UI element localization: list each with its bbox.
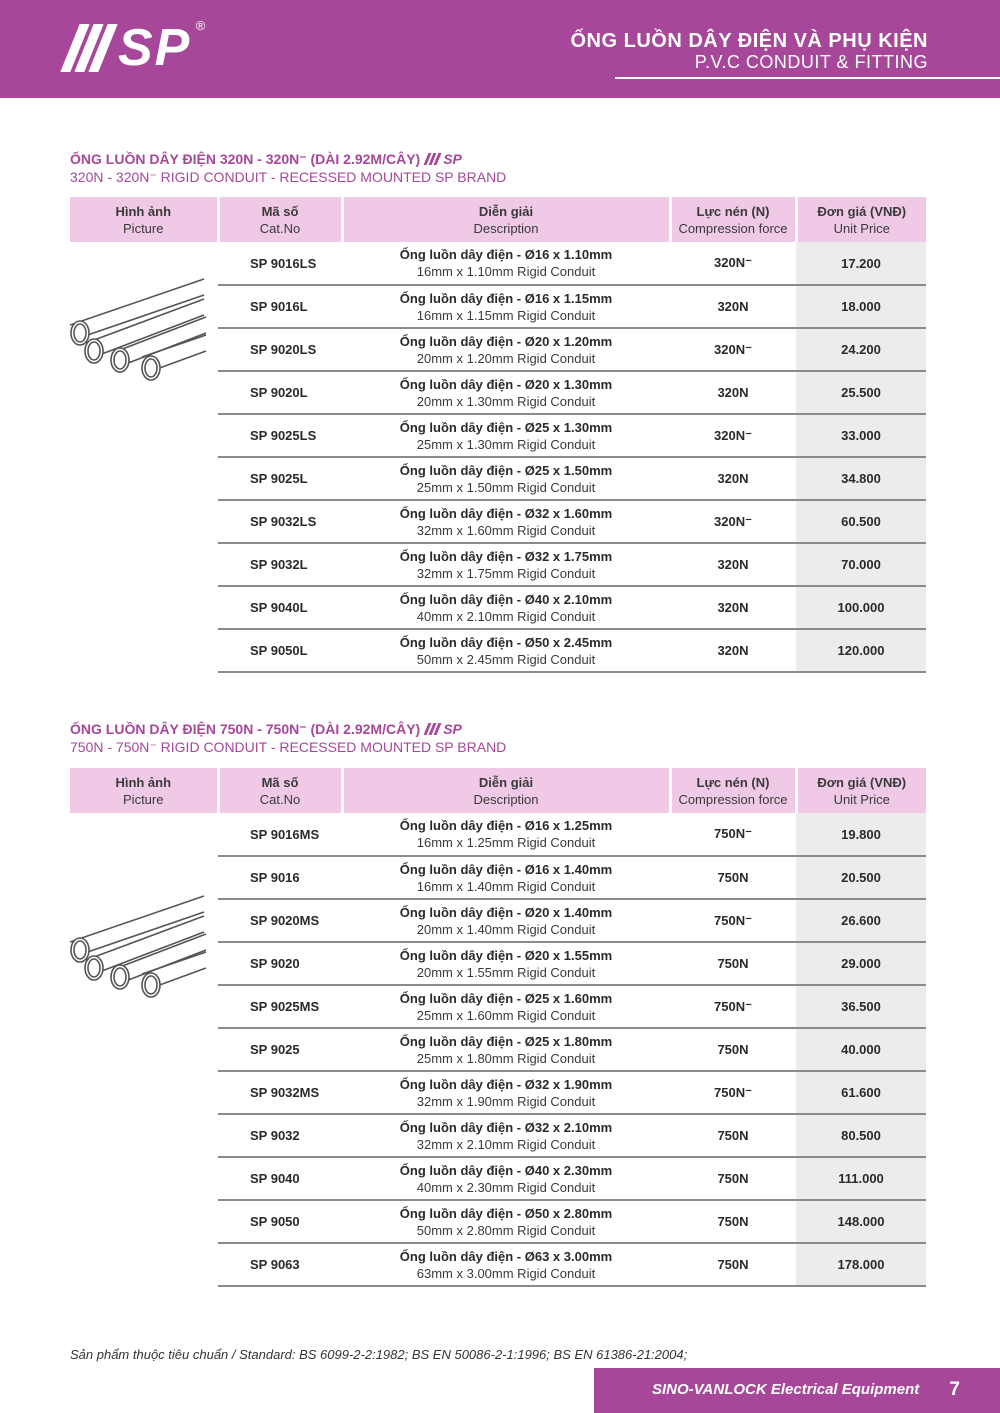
description-cell [342,1114,670,1157]
compression-force-cell: 320N [670,586,796,629]
cat-no-cell: SP 9050 [218,1200,342,1243]
compression-force-cell: 750N [670,1243,796,1286]
description-vn: Ống luồn dây điện - Ø40 x 2.10mm [399,591,613,607]
description-vn: Ống luồn dây điện - Ø20 x 1.20mm [399,333,613,349]
description-vn: Ống luồn dây điện - Ø20 x 1.55mm [399,947,613,963]
col-cat-no: Mã số Cat.No [218,197,342,242]
compression-force-cell: 320N⁻ [670,328,796,371]
col-description: Diễn giải Description [342,768,670,813]
cat-no-cell: SP 9016 [218,856,342,899]
description-cell [342,1200,670,1243]
col-unit-price: Đơn giá (VNĐ) Unit Price [796,768,926,813]
description-en: 50mm x 2.80mm Rigid Conduit [416,1222,596,1238]
description-en: 20mm x 1.40mm Rigid Conduit [416,921,596,937]
standard-note: Sản phẩm thuộc tiêu chuẩn / Standard: BS 6099-2-2:1982; BS EN 50086-2-1:1996; BS EN 61386-21:2004; [70,1347,688,1362]
registered-mark: ® [195,18,206,33]
description-en: 63mm x 3.00mm Rigid Conduit [416,1265,596,1281]
description-en: 25mm x 1.80mm Rigid Conduit [416,1050,596,1066]
cat-no-cell: SP 9050L [218,629,342,672]
description-cell [342,414,670,457]
unit-price-cell: 36.500 [796,985,926,1028]
compression-force-cell: 750N [670,1157,796,1200]
description-vn: Ống luồn dây điện - Ø63 x 3.00mm [399,1248,613,1264]
compression-force-cell: 750N⁻ [670,1071,796,1114]
product-table-320n [70,197,926,673]
description-vn: Ống luồn dây điện - Ø40 x 2.30mm [399,1162,613,1178]
section1-brand-text: SP [443,151,462,167]
description-en: 32mm x 1.90mm Rigid Conduit [416,1093,596,1109]
cat-no-cell: SP 9025LS [218,414,342,457]
description-cell [342,457,670,500]
description-vn: Ống luồn dây điện - Ø25 x 1.60mm [399,990,613,1006]
unit-price-cell: 70.000 [796,543,926,586]
description-vn: Ống luồn dây điện - Ø25 x 1.50mm [399,462,613,478]
description-vn: Ống luồn dây điện - Ø16 x 1.10mm [399,247,613,262]
compression-force-cell: 320N [670,285,796,328]
cat-no-cell: SP 9040L [218,586,342,629]
description-cell [342,328,670,371]
description-en: 16mm x 1.10mm Rigid Conduit [416,264,596,279]
conduit-pipes-image-2 [0,892,220,1012]
section2-title [70,720,506,756]
description-cell [342,942,670,985]
col-unit-price: Đơn giá (VNĐ) Unit Price [796,197,926,242]
cat-no-cell: SP 9020L [218,371,342,414]
unit-price-cell: 100.000 [796,586,926,629]
col-picture: Hình ảnh Picture [70,197,218,242]
description-en: 40mm x 2.30mm Rigid Conduit [416,1179,596,1195]
description-en: 20mm x 1.30mm Rigid Conduit [416,393,596,409]
description-en: 16mm x 1.15mm Rigid Conduit [416,307,596,323]
cat-no-cell: SP 9020 [218,942,342,985]
description-cell [342,813,670,856]
description-cell [342,629,670,672]
description-en: 25mm x 1.60mm Rigid Conduit [416,1007,596,1023]
description-en: 20mm x 1.20mm Rigid Conduit [416,350,596,366]
description-en: 25mm x 1.50mm Rigid Conduit [416,479,596,495]
section1-brand-logo [426,150,462,168]
unit-price-cell: 19.800 [796,813,926,856]
unit-price-cell: 148.000 [796,1200,926,1243]
cat-no-cell: SP 9025MS [218,985,342,1028]
compression-force-cell: 320N [670,371,796,414]
header-divider [615,77,1000,79]
description-en: 16mm x 1.40mm Rigid Conduit [416,878,596,894]
section1-title [70,150,506,186]
picture-cell [70,813,218,1286]
unit-price-cell: 25.500 [796,371,926,414]
description-en: 40mm x 2.10mm Rigid Conduit [416,608,596,624]
description-vn: Ống luồn dây điện - Ø20 x 1.30mm [399,376,613,392]
unit-price-cell: 24.200 [796,328,926,371]
description-cell [342,1028,670,1071]
description-cell [342,500,670,543]
unit-price-cell: 17.200 [796,242,926,285]
cat-no-cell: SP 9016MS [218,813,342,856]
description-vn: Ống luồn dây điện - Ø50 x 2.45mm [399,634,613,650]
cat-no-cell: SP 9032LS [218,500,342,543]
unit-price-cell: 120.000 [796,629,926,672]
description-en: 25mm x 1.30mm Rigid Conduit [416,436,596,452]
compression-force-cell: 750N [670,1114,796,1157]
description-cell [342,985,670,1028]
section2-brand-text: SP [443,721,462,737]
description-cell [342,586,670,629]
description-vn: Ống luồn dây điện - Ø25 x 1.30mm [399,419,613,435]
description-vn: Ống luồn dây điện - Ø25 x 1.80mm [399,1033,613,1049]
unit-price-cell: 26.600 [796,899,926,942]
cat-no-cell: SP 9040 [218,1157,342,1200]
col-compression-force: Lực nén (N) Compression force [670,197,796,242]
description-vn: Ống luồn dây điện - Ø32 x 1.60mm [399,505,613,521]
compression-force-cell: 750N [670,1028,796,1071]
cat-no-cell: SP 9032 [218,1114,342,1157]
compression-force-cell: 320N [670,457,796,500]
compression-force-cell: 320N⁻ [670,500,796,543]
description-vn: Ống luồn dây điện - Ø32 x 1.90mm [399,1076,613,1092]
table-header-row [70,197,926,242]
cat-no-cell: SP 9016L [218,285,342,328]
compression-force-cell: 750N⁻ [670,985,796,1028]
section2-title-vn: ỐNG LUỒN DÂY ĐIỆN 750N - 750N⁻ (DÀI 2.92M/CÂY) [70,721,421,737]
col-picture: Hình ảnh Picture [70,768,218,813]
description-vn: Ống luồn dây điện - Ø16 x 1.15mm [399,290,613,306]
description-cell [342,242,670,285]
cat-no-cell: SP 9025L [218,457,342,500]
cat-no-cell: SP 9032MS [218,1071,342,1114]
conduit-pipes-image-1 [0,275,220,395]
description-en: 32mm x 2.10mm Rigid Conduit [416,1136,596,1152]
logo-slashes [70,24,108,72]
description-vn: Ống luồn dây điện - Ø32 x 2.10mm [399,1119,613,1135]
compression-force-cell: 750N [670,1200,796,1243]
description-en: 20mm x 1.55mm Rigid Conduit [416,964,596,980]
description-vn: Ống luồn dây điện - Ø16 x 1.25mm [399,818,613,833]
unit-price-cell: 29.000 [796,942,926,985]
compression-force-cell: 750N⁻ [670,899,796,942]
description-vn: Ống luồn dây điện - Ø20 x 1.40mm [399,904,613,920]
col-cat-no: Mã số Cat.No [218,768,342,813]
description-en: 32mm x 1.75mm Rigid Conduit [416,565,596,581]
compression-force-cell: 320N [670,543,796,586]
unit-price-cell: 20.500 [796,856,926,899]
table-header-row [70,768,926,813]
description-en: 50mm x 2.45mm Rigid Conduit [416,651,596,667]
table-row [70,813,926,856]
unit-price-cell: 111.000 [796,1157,926,1200]
unit-price-cell: 33.000 [796,414,926,457]
description-cell [342,1071,670,1114]
logo-brand-text: SP [118,19,192,77]
header-title-vn: ỐNG LUỒN DÂY ĐIỆN VÀ PHỤ KIỆN [570,30,928,52]
description-cell [342,899,670,942]
unit-price-cell: 178.000 [796,1243,926,1286]
cat-no-cell: SP 9025 [218,1028,342,1071]
cat-no-cell: SP 9020MS [218,899,342,942]
description-vn: Ống luồn dây điện - Ø32 x 1.75mm [399,548,613,564]
section2-title-en: 750N - 750N⁻ RIGID CONDUIT - RECESSED MOUNTED SP BRAND [70,739,507,755]
header-titles [571,30,929,72]
cat-no-cell: SP 9016LS [218,242,342,285]
description-cell [342,1243,670,1286]
description-cell [342,285,670,328]
compression-force-cell: 750N [670,856,796,899]
col-description: Diễn giải Description [342,197,670,242]
page-header [0,0,1000,98]
description-vn: Ống luồn dây điện - Ø50 x 2.80mm [399,1205,613,1221]
description-cell [342,856,670,899]
section1-title-en: 320N - 320N⁻ RIGID CONDUIT - RECESSED MOUNTED SP BRAND [70,169,507,185]
header-title-en: P.V.C CONDUIT & FITTING [694,52,928,72]
description-vn: Ống luồn dây điện - Ø16 x 1.40mm [399,861,613,877]
footer-company: SINO-VANLOCK Electrical Equipment [652,1381,920,1398]
unit-price-cell: 18.000 [796,285,926,328]
section1-title-vn: ỐNG LUỒN DÂY ĐIỆN 320N - 320N⁻ (DÀI 2.92M/CÂY) [70,151,421,167]
page-number: 7 [949,1379,960,1400]
unit-price-cell: 61.600 [796,1071,926,1114]
product-table-750n [70,768,926,1287]
sp-logo [70,18,206,77]
col-compression-force: Lực nén (N) Compression force [670,768,796,813]
unit-price-cell: 40.000 [796,1028,926,1071]
page-footer [594,1368,1000,1413]
description-cell [342,543,670,586]
description-en: 16mm x 1.25mm Rigid Conduit [416,835,596,850]
section2-brand-logo [426,720,462,738]
cat-no-cell: SP 9032L [218,543,342,586]
description-cell [342,371,670,414]
compression-force-cell: 320N [670,629,796,672]
cat-no-cell: SP 9020LS [218,328,342,371]
description-en: 32mm x 1.60mm Rigid Conduit [416,522,596,538]
description-cell [342,1157,670,1200]
unit-price-cell: 34.800 [796,457,926,500]
cat-no-cell: SP 9063 [218,1243,342,1286]
compression-force-cell: 320N⁻ [670,242,796,285]
compression-force-cell: 750N [670,942,796,985]
unit-price-cell: 60.500 [796,500,926,543]
compression-force-cell: 750N⁻ [670,813,796,856]
compression-force-cell: 320N⁻ [670,414,796,457]
unit-price-cell: 80.500 [796,1114,926,1157]
